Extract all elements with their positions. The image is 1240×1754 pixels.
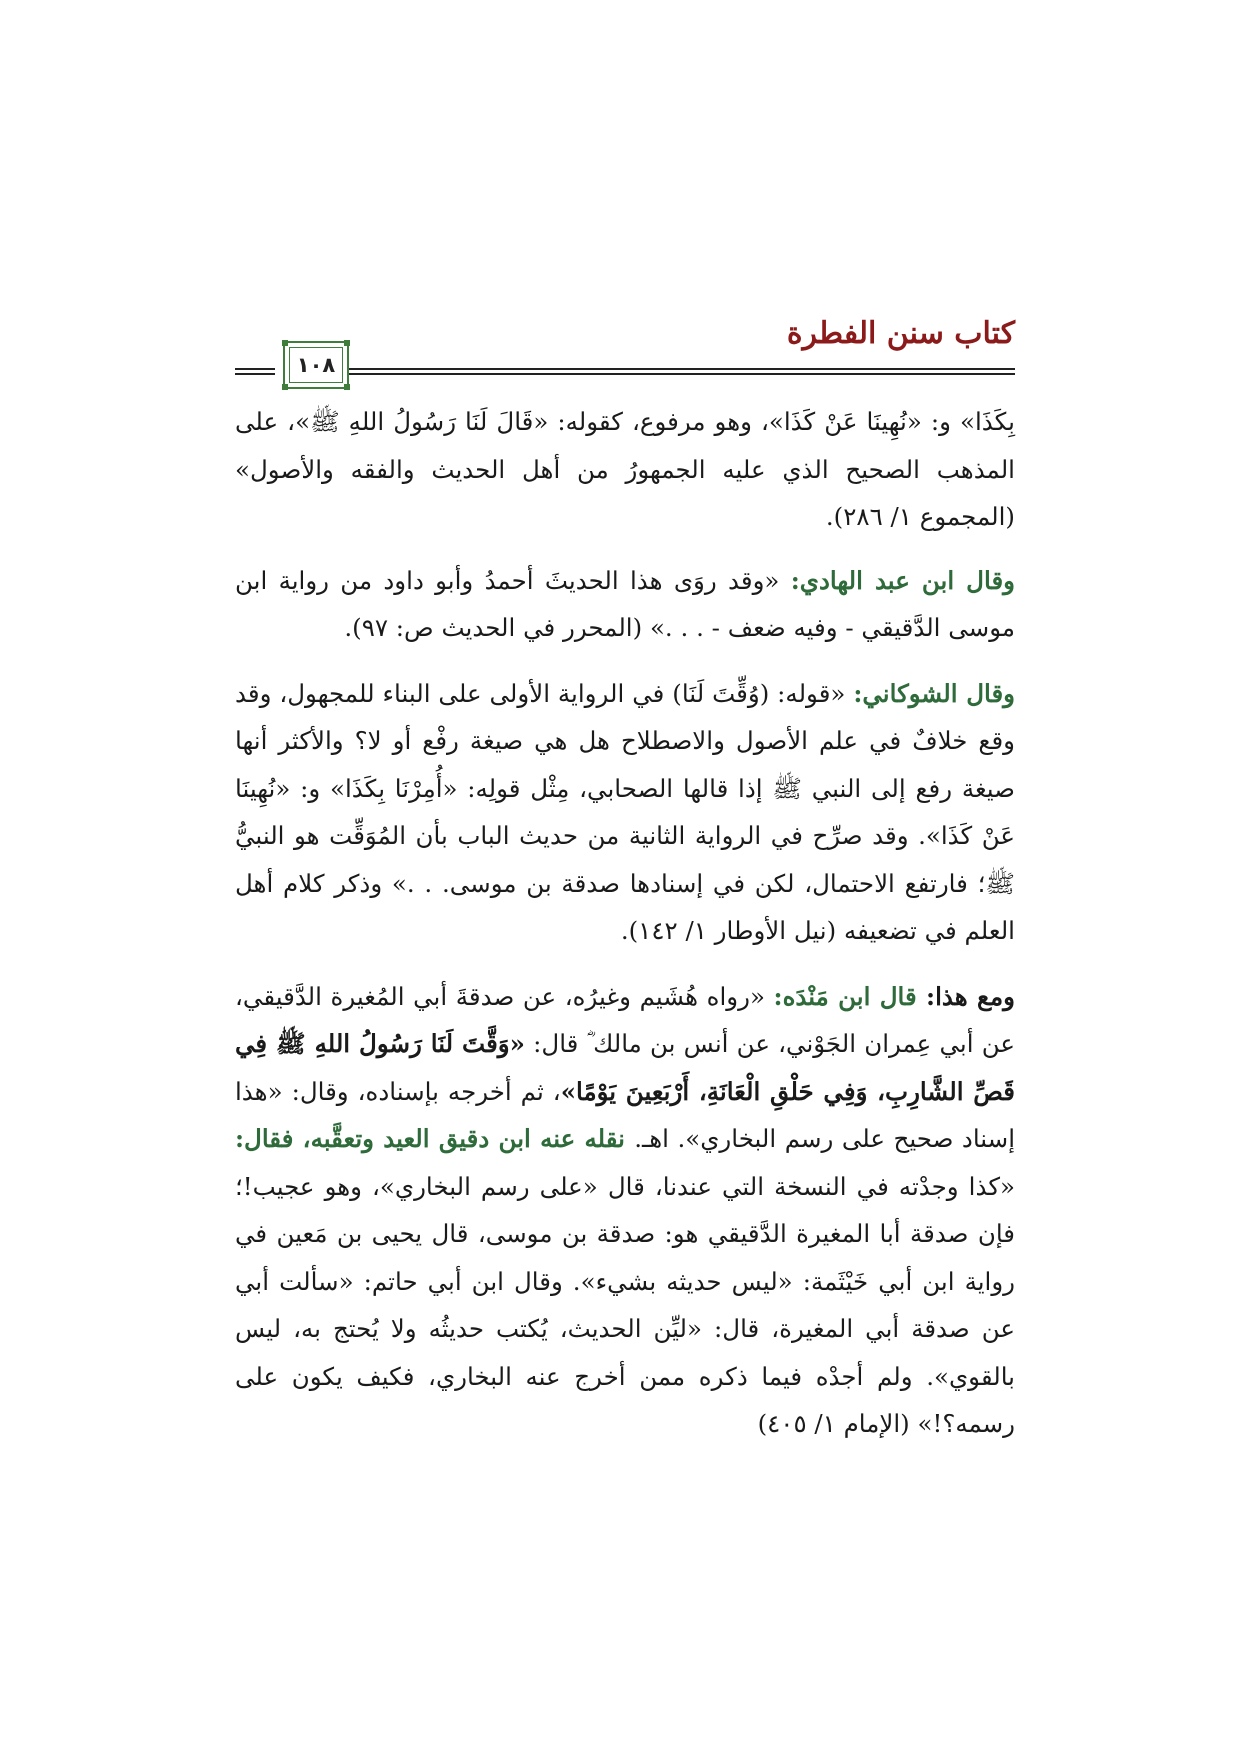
paragraph-text: «وقد روَى هذا الحديثَ أحمدُ وأبو داود من رواية ابن موسى الدَّقيقي - وفيه ضعف - . . .» (المحرر في الحديث ص: ٩٧). — [235, 565, 1015, 642]
paragraph-text: «رواه هُشَيم وغيرُه، عن صدقةَ أبي المُغيرة الدَّقيقي، عن أبي عِمران الجَوْني، عن أنس بن مالك ؓ قال: — [235, 981, 1015, 1058]
page-number-frame — [283, 341, 349, 389]
paragraph-lead: وقال الشوكاني: — [853, 678, 1015, 708]
header-rule-short — [235, 368, 275, 375]
page-number: ١٠٨ — [289, 347, 343, 383]
paragraph-4 — [235, 973, 1015, 1448]
header-rule — [325, 368, 1015, 375]
page-header — [235, 316, 1015, 388]
paragraph-text: «كذا وجدْته في النسخة التي عندنا، قال «على رسم البخاري»، وهو عجيب!؛ فإن صدقة أبا المغيرة الدَّقيقي هو: صدقة بن موسى، قال يحيى بن مَعين في رواية ابن أبي خَيْثَمة: «ليس حديثه بشيء». وقال ابن أبي حاتم: «سألت أبي عن صدقة أبي المغيرة، قال: «ليِّن الحديث، يُكتب حديثُه ولا يُحتج به، ليس بالقوي». ولم أجدْه فيما ذكره ممن أخرج عنه البخاري، فكيف يكون على رسمه؟!» (الإمام ١/ ٤٠٥) — [235, 1171, 1015, 1438]
paragraph-lead: وقال ابن عبد الهادي: — [790, 565, 1015, 595]
paragraph-text: «قوله: (وُقِّتَ لَنَا) في الرواية الأولى على البناء للمجهول، وقد وقع خلافٌ في علم الأصول والاصطلاح هل هي صيغة رفْع أو لا؟ والأكثر أنها صيغة رفع إلى النبي ﷺ إذا قالها الصحابي، مِثْل قولِه: «أُمِرْنَا بِكَذَا» و: «نُهِينَا عَنْ كَذَا». وقد صرِّح في الرواية الثانية من حديث الباب بأن المُوَقِّت هو النبيُّ ﷺ؛ فارتفع الاحتمال، لكن في إسنادها صدقة بن موسى. . .» وذكر كلام أهل العلم في تضعيفه (نيل الأوطار ١/ ١٤٢). — [235, 678, 1015, 945]
paragraph-lead: قال ابن مَنْدَه: — [773, 981, 927, 1011]
paragraph-text: بِكَذَا» و: «نُهِينَا عَنْ كَذَا»، وهو مرفوع، كقوله: «قَالَ لَنَا رَسُولُ اللهِ ﷺ»، على المذهب الصحيح الذي عليه الجمهورُ من أهل الحديث والفقه والأصول» (المجموع ١/ ٢٨٦). — [235, 407, 1015, 531]
paragraph-1 — [235, 398, 1015, 541]
frame-ornament — [282, 340, 288, 346]
frame-ornament — [282, 384, 288, 390]
book-title: كتاب سنن الفطرة — [786, 316, 1015, 351]
frame-ornament — [344, 384, 350, 390]
hadith-text: «وَقَّتَ لَنَا رَسُولُ اللهِ ﷺ فِي قَصِّ الشَّارِبِ، وَفِي حَلْقِ الْعَانَةِ، أَرْبَعِينَ يَوْمًا» — [235, 1029, 1015, 1106]
frame-ornament — [344, 340, 350, 346]
paragraph-2 — [235, 557, 1015, 652]
paragraph-3 — [235, 670, 1015, 955]
page-body — [235, 398, 1015, 1466]
paragraph-lead-2: نقله عنه ابن دقيق العيد وتعقَّبه، فقال: — [235, 1124, 635, 1153]
paragraph-text: ، ثم أخرجه بإسناده، وقال: «هذا إسناد صحيح على رسم البخاري». اهـ. — [235, 1076, 1016, 1153]
paragraph-lead-prefix: ومع هذا: — [926, 981, 1015, 1011]
